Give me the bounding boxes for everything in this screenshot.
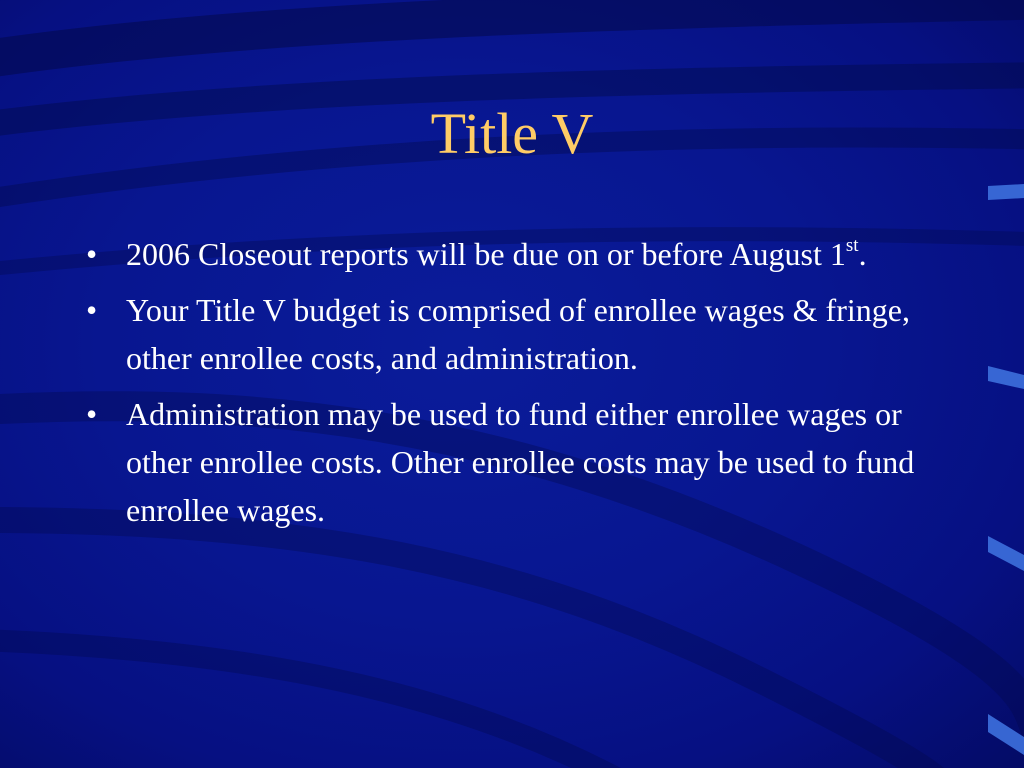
bullet-text: Administration may be used to fund either enrollee wages or other enrollee costs. Other enrollee costs may be used to fund enrollee wages.: [126, 396, 915, 528]
bullet-item: [86, 230, 966, 278]
bullet-suffix: .: [858, 236, 867, 272]
bullet-marker: •: [86, 292, 98, 328]
slide-title: Title V: [430, 101, 594, 166]
bullet-item: [86, 390, 966, 534]
bullet-superscript: st: [845, 235, 859, 256]
bullet-text: Your Title V budget is comprised of enrollee wages & fringe, other enrollee costs, and administration.: [126, 292, 910, 376]
bullet-list: [86, 230, 966, 542]
bullet-marker: •: [86, 396, 98, 432]
bullet-marker: •: [86, 236, 98, 272]
bullet-text: 2006 Closeout reports will be due on or before August 1: [126, 236, 846, 272]
bullet-item: [86, 286, 966, 382]
